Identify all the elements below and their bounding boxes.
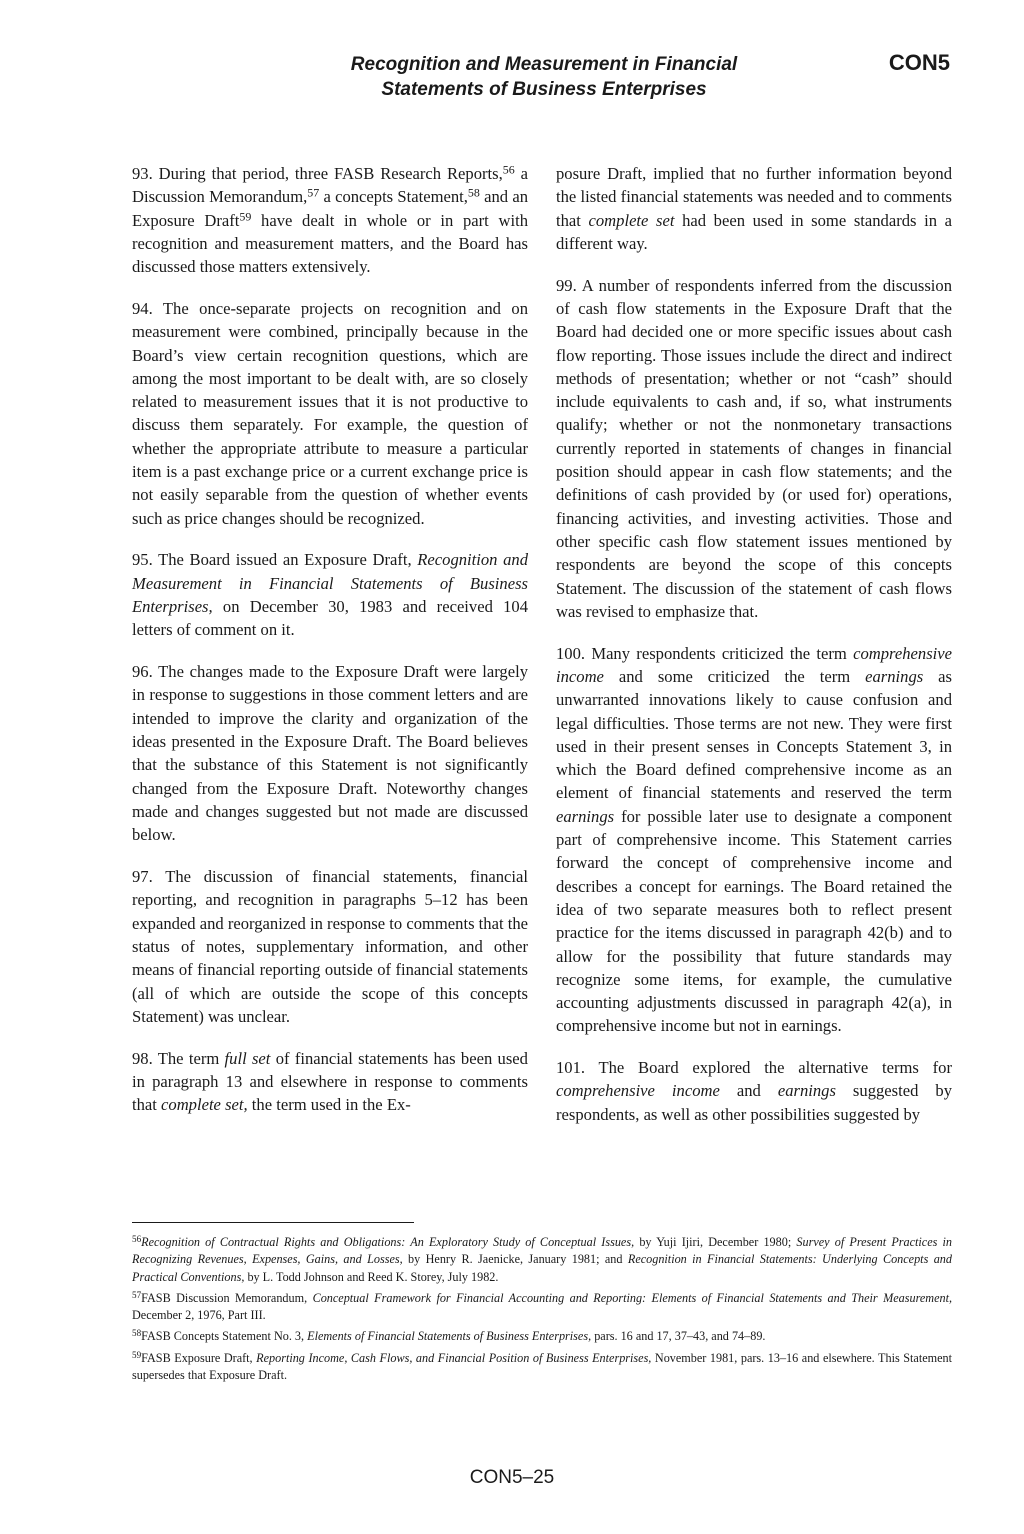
- paragraph-98-text: of financial statements has been used in paragraph 13 and elsewhere in response to comments that: [132, 1048, 528, 1115]
- footnote-text: by L. Todd Johnson and Reed K. Storey, July 1982.: [244, 1269, 499, 1284]
- paragraph-101-text: 101. The Board explored the alternative terms for: [556, 1058, 952, 1078]
- footnote-text: FASB Discussion Memorandum,: [141, 1290, 313, 1305]
- paragraph-101-text: and: [719, 1081, 778, 1101]
- footnote-title: Conceptual Framework for Financial Accounting and Reporting: Elements of Financial Statements and Their Measurement,: [312, 1290, 953, 1305]
- footnote-title: Recognition of Contractual Rights and Obligations: An Exploratory Study of Conceptual Issues,: [141, 1235, 635, 1249]
- footnote-ref-56[interactable]: 56: [502, 162, 515, 177]
- footnote-56: [132, 1234, 952, 1286]
- footnote-58: [132, 1328, 952, 1345]
- footnote-number: 56: [132, 1233, 142, 1244]
- paragraph-98: [132, 1047, 528, 1117]
- footnotes: [132, 1234, 952, 1388]
- paragraph-98-text: the term used in the Ex-: [247, 1095, 411, 1115]
- italic-term: earnings: [777, 1081, 836, 1101]
- paragraph-98-text: posure Draft, implied that no further information beyond the listed financial statements was needed and to comments that: [556, 164, 952, 230]
- footnote-number: 59: [132, 1349, 142, 1360]
- paragraph-96: 96. The changes made to the Exposure Draft were largely in response to suggestions in those comment letters and are intended to improve the clarity and organization of the ideas presented in the Exposure Draft. The Board believes that the substance of this Statement is not significantly changed from the Exposure Draft. Noteworthy changes made and changes suggested but not made are discussed below.: [132, 662, 528, 845]
- paragraph-93-text: a Discussion Memorandum,: [132, 164, 529, 207]
- paragraph-100-text: as unwarranted innovations likely to cause confusion and legal difficulties. Those terms are not new. They were first used in their present senses in Concepts Statement 3, in which the Board defined comprehensive income as an element of financial statements and reserved the term: [556, 666, 952, 803]
- page-header-title: [300, 52, 788, 102]
- footnote-text: by Yuji Ijiri, December 1980;: [634, 1235, 797, 1249]
- italic-term: comprehensive income: [556, 1081, 720, 1101]
- header-title-line-2: Statements of Business Enterprises: [381, 79, 707, 100]
- paragraph-100-text: for possible later use to designate a component part of comprehensive income. This Statement carries forward the concept of comprehensive income and describes a concept for earnings. The Board retained the idea of two separate measures both to reflect present practice for the items discussed in paragraph 42(b) and to allow for the possibility that future standards may recognize some items, for example, the cumulative accounting adjustments discussed in paragraph 42(a), in comprehensive income but not in earnings.: [556, 806, 952, 1036]
- footnote-title: Recognition in Financial Statements: Underlying Concepts and Practical Conventions,: [132, 1252, 952, 1284]
- paragraph-93-text: 93. During that period, three FASB Research Reports,: [132, 164, 503, 183]
- paragraph-100-text: and some criticized the term: [603, 666, 866, 686]
- right-column: [556, 162, 952, 1126]
- footnote-ref-58[interactable]: 58: [467, 185, 480, 200]
- italic-term: earnings: [556, 806, 615, 826]
- paragraph-99: 99. A number of respondents inferred from the discussion of cash flow statements in the Exposure Draft that the Board had decided one or more specific issues about cash flow reporting. Those issues include the direct and indirect methods of presentation; whether or not “cash” should include equivalents to cash and, if so, what instruments qualify; whether or not the nonmonetary transactions currently reported in statements of changes in financial position should appear in cash flow statements; and the definitions of cash provided by (or used for) operations, financing activities, and investing activities. Those and other specific cash flow statement issues mentioned by respondents are beyond the scope of this concepts Statement. The discussion of the statement of cash flows was revised to emphasize that.: [556, 275, 952, 621]
- paragraph-100-text: 100. Many respondents criticized the term: [556, 643, 854, 663]
- footnote-number: 58: [132, 1328, 142, 1339]
- paragraph-97: 97. The discussion of financial statements, financial reporting, and recognition in paragraphs 5–12 has been expanded and reorganized in response to comments that the status of notes, supplementary information, and other means of financial reporting outside of financial statements (all of which are outside the scope of this concepts Statement) was unclear.: [132, 867, 528, 1026]
- footnote-text: pars. 16 and 17, 37–43, and 74–89.: [591, 1329, 766, 1344]
- paragraph-95: [132, 548, 528, 641]
- paragraph-100: [556, 642, 952, 1038]
- footnote-59: [132, 1350, 952, 1385]
- footnote-ref-57[interactable]: 57: [307, 185, 320, 200]
- paragraph-93-text: and an Exposure Draft: [132, 187, 529, 230]
- paragraph-101-text: suggested by respondents, as well as other possibilities suggested by: [556, 1081, 952, 1124]
- footnote-title: Survey of Present Practices in Recognizing Revenues, Expenses, Gains, and Losses,: [132, 1235, 952, 1267]
- footnote-text: FASB Exposure Draft,: [141, 1350, 257, 1365]
- footnote-57: [132, 1290, 952, 1325]
- paragraph-93-text: have dealt in whole or in part with recognition and measurement matters, and the Board has discussed those matters extensively.: [132, 210, 528, 277]
- document-title: Recognition and Measurement in Financial Statements of Business Enterprises,: [132, 550, 528, 617]
- italic-term: comprehensive income: [556, 643, 952, 686]
- paragraph-93: [132, 162, 528, 278]
- footnote-divider: [132, 1222, 414, 1223]
- paragraph-98-text: had been used in some standards in a different way.: [556, 210, 953, 253]
- italic-term: full set: [224, 1048, 271, 1068]
- paragraph-95-text: 95. The Board issued an Exposure Draft,: [132, 550, 418, 570]
- section-code: CON5: [888, 50, 950, 75]
- italic-term: complete set: [588, 210, 675, 230]
- paragraph-94: 94. The once-separate projects on recognition and on measurement were combined, principally because in the Board’s view certain recognition questions, which are among the most important to be dealt with, are so closely related to measurement issues that it is not productive to discuss them separately. For example, the question of whether the appropriate attribute to measure a particular item is a past exchange price or a current exchange price is not easily separable from the question of whether events such as price changes should be recognized.: [132, 298, 528, 528]
- left-column: [132, 162, 528, 1116]
- footnote-number: 57: [132, 1289, 142, 1300]
- paragraph-93-text: a concepts Statement,: [319, 187, 468, 207]
- header-title-line-1: Recognition and Measurement in Financial: [350, 54, 738, 75]
- footnote-text: November 1981, pars. 13–16 and elsewhere. This Statement supersedes that Exposure Draft.: [132, 1350, 953, 1383]
- footnote-ref-59[interactable]: 59: [239, 209, 252, 224]
- footnote-text: FASB Concepts Statement No. 3,: [141, 1329, 308, 1344]
- footnote-title: Reporting Income, Cash Flows, and Financial Position of Business Enterprises,: [256, 1350, 652, 1365]
- footnote-text: by Henry R. Jaenicke, January 1981; and: [402, 1252, 628, 1267]
- paragraph-98-continued: [556, 162, 952, 255]
- paragraph-98-text: 98. The term: [132, 1048, 225, 1068]
- italic-term: earnings: [865, 666, 924, 686]
- italic-term: complete set,: [161, 1095, 248, 1115]
- paragraph-101: [556, 1056, 952, 1126]
- footnote-text: December 2, 1976, Part III.: [132, 1308, 266, 1323]
- page-number: CON5–25: [469, 1467, 555, 1488]
- footnote-title: Elements of Financial Statements of Business Enterprises,: [307, 1329, 592, 1344]
- paragraph-95-text: on December 30, 1983 and received 104 letters of comment on it.: [132, 597, 528, 640]
